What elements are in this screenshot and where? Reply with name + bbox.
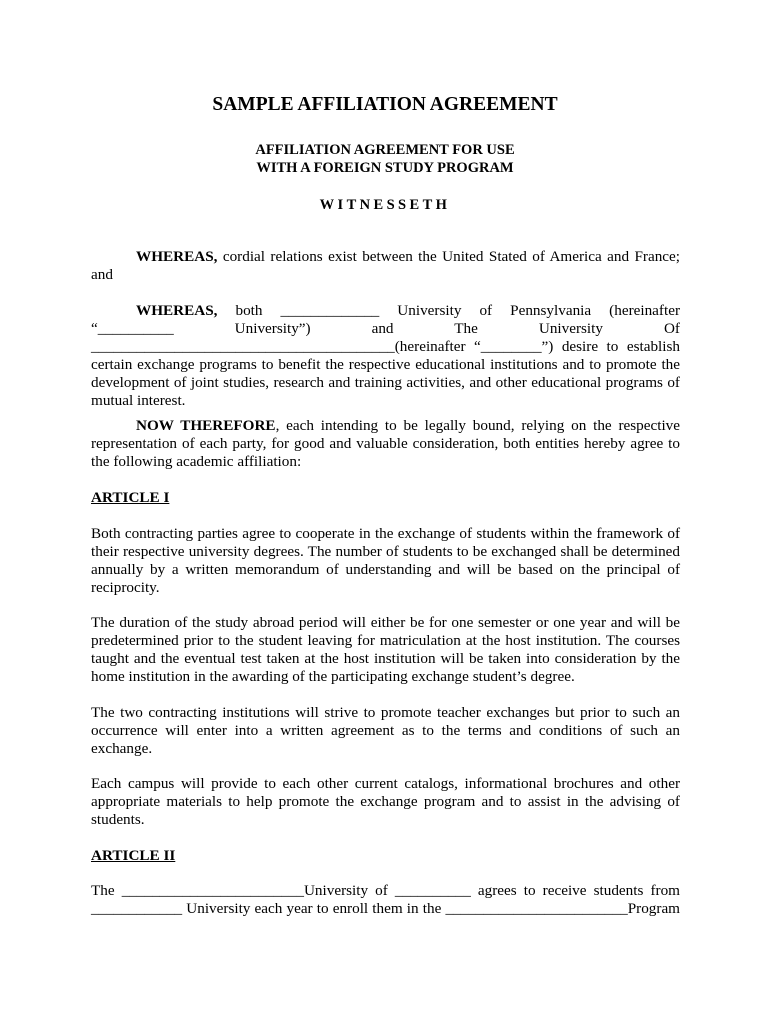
whereas-paragraph-1 — [91, 248, 680, 284]
article-2-heading: ARTICLE II — [91, 847, 176, 864]
article-2-line-2: ____________ University each year to enroll them in the ________________________Program — [91, 900, 680, 917]
now-therefore-text: , each intending to be legally bound, relying on the respective representation of each party, for good and valuable consideration, both entities hereby agree to the following academic affiliation: — [91, 417, 681, 470]
subtitle-line-1: AFFILIATION AGREEMENT FOR USE — [255, 142, 515, 158]
now-therefore-lead: NOW THEREFORE — [136, 417, 276, 434]
witnesseth-heading: WITNESSETH — [319, 197, 451, 213]
article-1-paragraph-4: Each campus will provide to each other current catalogs, informational brochures and other appropriate materials to help promote the exchange program and to assist in the advising of students. — [91, 775, 680, 828]
whereas-lead-1: WHEREAS, — [136, 248, 218, 265]
whereas-paragraph-2 — [91, 302, 680, 410]
article-1-paragraph-2: The duration of the study abroad period will either be for one semester or one year and will be predetermined prior to the student leaving for matriculation at the host institution. The courses taught and the eventual test taken at the host institution will be taken into consideration by the home institution in the awarding of the participating exchange student’s degree. — [91, 614, 680, 685]
whereas-text-1: cordial relations exist between the United Stated of America and France; and — [91, 248, 680, 283]
subtitle-line-2: WITH A FOREIGN STUDY PROGRAM — [256, 160, 514, 176]
article-2-line-1: The ________________________University of __________ agrees to receive students from — [91, 882, 680, 899]
now-therefore-paragraph — [91, 417, 680, 471]
article-1-heading: ARTICLE I — [91, 489, 170, 506]
article-1-paragraph-1: Both contracting parties agree to cooperate in the exchange of students within the framework of their respective university degrees. The number of students to be exchanged shall be determined annually by a written memorandum of understanding and will be based on the principal of reciprocity. — [91, 525, 680, 596]
whereas-text-2: both _____________ University of Pennsylvania (hereinafter “__________ University”) and The University Of ________________________________________(hereinafter “________”) desire to establish certain exchange programs to benefit the respective educational institutions and to promote the development of joint studies, research and training activities, and other educational programs of mutual interest. — [91, 302, 680, 409]
article-2-paragraph — [91, 882, 680, 918]
document-title: SAMPLE AFFILIATION AGREEMENT — [212, 94, 558, 115]
article-1-paragraph-3: The two contracting institutions will strive to promote teacher exchanges but prior to such an occurrence will enter into a written agreement as to the terms and conditions of such an exchange. — [91, 704, 680, 757]
whereas-lead-2: WHEREAS, — [136, 302, 218, 319]
